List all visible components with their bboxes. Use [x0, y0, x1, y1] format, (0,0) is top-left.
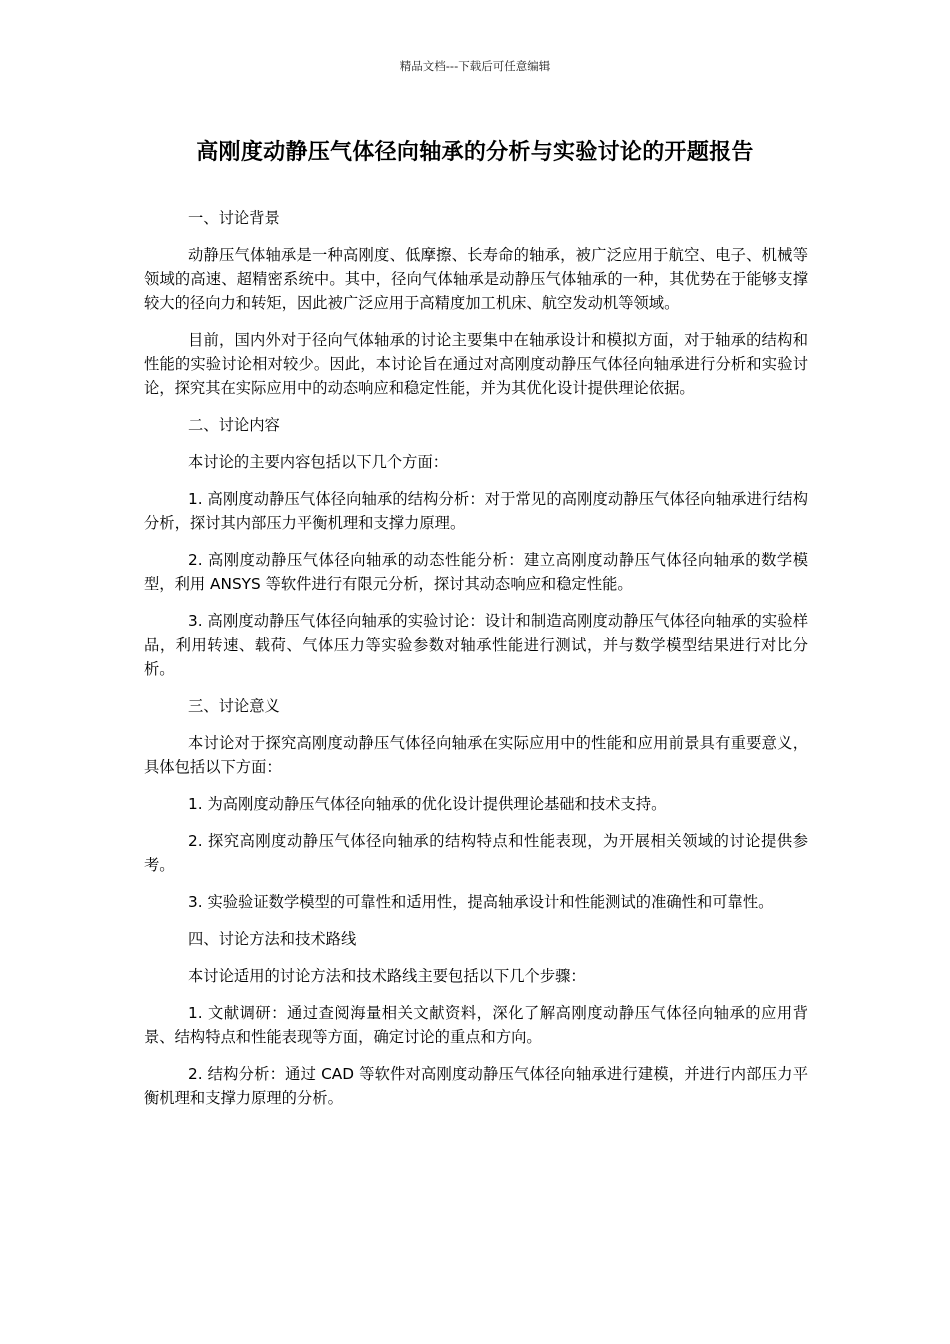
list-item: 1. 为高刚度动静压气体径向轴承的优化设计提供理论基础和技术支持。	[188, 795, 667, 813]
section-heading-content: 二、讨论内容	[188, 416, 280, 434]
list-item: 3. 实验验证数学模型的可靠性和适用性，提高轴承设计和性能测试的准确性和可靠性。	[188, 893, 774, 911]
page-header: 精品文档---下载后可任意编辑	[399, 59, 551, 73]
list-item: 2. 高刚度动静压气体径向轴承的动态性能分析：建立高刚度动静压气体径向轴承的数学模型，利用 ANSYS 等软件进行有限元分析，探讨其动态响应和稳定性能。	[144, 551, 808, 593]
list-item: 2. 探究高刚度动静压气体径向轴承的结构特点和性能表现，为开展相关领域的讨论提供参考。	[144, 832, 808, 874]
list-item: 1. 文献调研：通过查阅海量相关文献资料，深化了解高刚度动静压气体径向轴承的应用背景、结构特点和性能表现等方面，确定讨论的重点和方向。	[144, 1004, 808, 1046]
paragraph: 本讨论适用的讨论方法和技术路线主要包括以下几个步骤：	[188, 967, 586, 985]
paragraph: 目前，国内外对于径向气体轴承的讨论主要集中在轴承设计和模拟方面，对于轴承的结构和性能的实验讨论相对较少。因此，本讨论旨在通过对高刚度动静压气体径向轴承进行分析和实验讨论，探究其在实际应用中的动态响应和稳定性能，并为其优化设计提供理论依据。	[144, 331, 808, 397]
paragraph: 本讨论对于探究高刚度动静压气体径向轴承在实际应用中的性能和应用前景具有重要意义，具体包括以下方面：	[144, 734, 808, 776]
list-item: 2. 结构分析：通过 CAD 等软件对高刚度动静压气体径向轴承进行建模，并进行内部压力平衡机理和支撑力原理的分析。	[144, 1065, 808, 1107]
section-heading-methods: 四、讨论方法和技术路线	[188, 930, 357, 948]
paragraph: 动静压气体轴承是一种高刚度、低摩擦、长寿命的轴承，被广泛应用于航空、电子、机械等领域的高速、超精密系统中。其中，径向气体轴承是动静压气体轴承的一种，其优势在于能够支撑较大的径向力和转矩，因此被广泛应用于高精度加工机床、航空发动机等领域。	[144, 246, 808, 312]
document-body	[144, 206, 808, 1123]
section-heading-background: 一、讨论背景	[188, 209, 280, 227]
list-item: 3. 高刚度动静压气体径向轴承的实验讨论：设计和制造高刚度动静压气体径向轴承的实验样品，利用转速、载荷、气体压力等实验参数对轴承性能进行测试，并与数学模型结果进行对比分析。	[144, 612, 808, 678]
list-item: 1. 高刚度动静压气体径向轴承的结构分析：对于常见的高刚度动静压气体径向轴承进行结构分析，探讨其内部压力平衡机理和支撑力原理。	[144, 490, 808, 532]
document-title: 高刚度动静压气体径向轴承的分析与实验讨论的开题报告	[196, 140, 754, 165]
paragraph: 本讨论的主要内容包括以下几个方面：	[188, 453, 449, 471]
section-heading-significance: 三、讨论意义	[188, 697, 280, 715]
